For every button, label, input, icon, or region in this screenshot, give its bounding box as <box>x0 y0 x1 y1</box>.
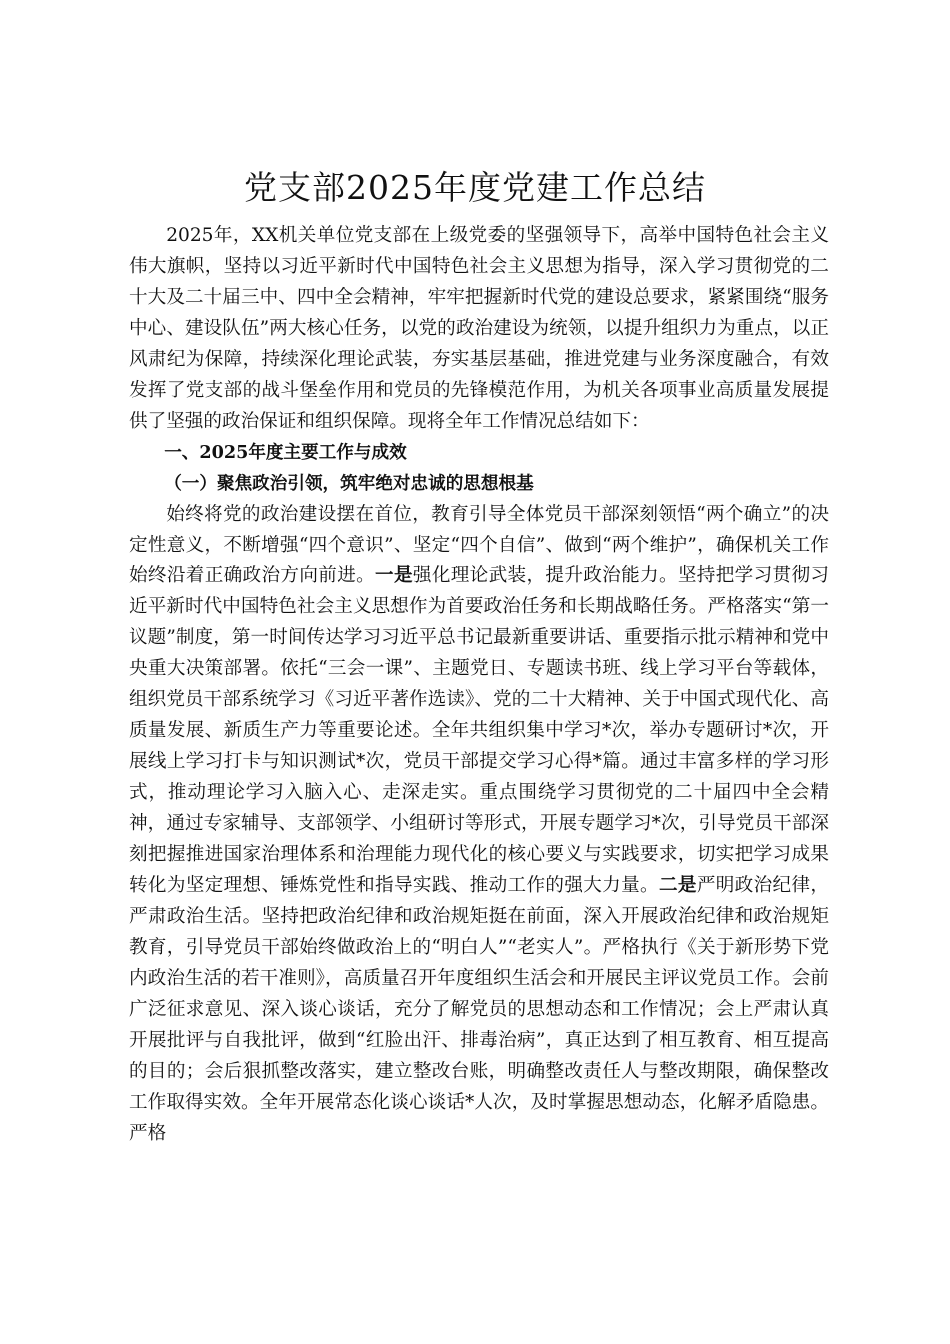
keyword-first: 一是 <box>375 565 413 587</box>
paragraph-text-2: 强化理论武装，提升政治能力。坚持把学习贯彻习近平新时代中国特色社会主义思想作为首要政治任务和长期战略任务。严格落实“第一议题”制度，第一时间传达学习习近平总书记最新重要讲话、重要指示批示精神和党中央重大决策部署。依托“三会一课”、主题党日、专题读书班、线上学习平台等载体，组织党员干部系统学习《习近平著作选读》、党的二十大精神、关于中国式现代化、高质量发展、新质生产力等重要论述。全年共组织集中学习*次，举办专题研讨*次，开展线上学习打卡与知识测试*次，党员干部提交学习心得*篇。通过丰富多样的学习形式，推动理论学习入脑入心、走深走实。重点围绕学习贯彻党的二十届四中全会精神，通过专家辅导、支部领学、小组研讨等形式，开展专题学习*次，引导党员干部深刻把握推进国家治理体系和治理能力现代化的核心要义与实践要求，切实把学习成果转化为坚定理想、锤炼党性和指导实践、推动工作的强大力量。 <box>129 565 829 897</box>
paragraph-text-1: 始终将党的政治建设摆在首位，教育引导全体党员干部深刻领悟“两个确立”的决定性意义，不断增强“四个意识”、坚定“四个自信”、做到“两个维护”，确保机关工作始终沿着正确政治方向前进。 <box>129 503 829 587</box>
document-body <box>129 221 829 1150</box>
subsection-heading: （一）聚焦政治引领，筑牢绝对忠诚的思想根基 <box>164 472 534 494</box>
section-heading: 一、2025年度主要工作与成效 <box>164 441 407 463</box>
keyword-second: 二是 <box>658 875 697 897</box>
body-paragraph <box>129 500 829 1150</box>
paragraph-text-3: 严明政治纪律，严肃政治生活。坚持把政治纪律和政治规矩挺在前面，深入开展政治纪律和政治规矩教育，引导党员干部始终做政治上的“明白人”“老实人”。严格执行《关于新形势下党内政治生活的若干准则》，高质量召开年度组织生活会和开展民主评议党员工作。会前广泛征求意见、深入谈心谈话，充分了解党员的思想动态和工作情况；会上严肃认真开展批评与自我批评，做到“红脸出汗、排毒治病”，真正达到了相互教育、相互提高的目的；会后狠抓整改落实，建立整改台账，明确整改责任人与整改期限，确保整改工作取得实效。全年开展常态化谈心谈话*人次，及时掌握思想动态，化解矛盾隐患。严格 <box>129 875 829 1144</box>
document-title: 党支部2025年度党建工作总结 <box>244 168 706 207</box>
intro-paragraph: 2025年，XX机关单位党支部在上级党委的坚强领导下，高举中国特色社会主义伟大旗帜，坚持以习近平新时代中国特色社会主义思想为指导，深入学习贯彻党的二十大及二十届三中、四中全会精神，牢牢把握新时代党的建设总要求，紧紧围绕“服务中心、建设队伍”两大核心任务，以党的政治建设为统领，以提升组织力为重点，以正风肃纪为保障，持续深化理论武装，夯实基层基础，推进党建与业务深度融合，有效发挥了党支部的战斗堡垒作用和党员的先锋模范作用，为机关各项事业高质量发展提供了坚强的政治保证和组织保障。现将全年工作情况总结如下： <box>129 225 829 432</box>
